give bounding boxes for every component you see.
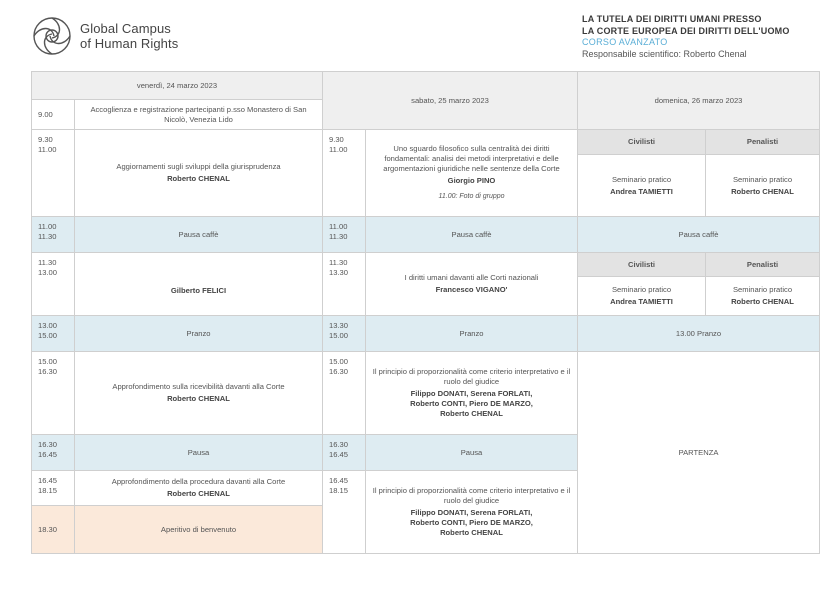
fri-time-900: 9.00 xyxy=(32,100,75,130)
table-row xyxy=(32,72,820,100)
fri-session-1: Aggiornamenti sugli sviluppi della giurisprudenza Roberto CHENAL xyxy=(75,130,323,217)
sun-coffee-break: Pausa caffè xyxy=(578,217,820,253)
logo-line-2: of Human Rights xyxy=(80,36,179,51)
sunday-date-header: domenica, 26 marzo 2023 xyxy=(578,72,820,130)
fri-registration-text: Accoglienza e registrazione partecipanti p.sso Monastero di San Nicolò, Venezia Lido xyxy=(90,104,307,124)
sat-session-3: Il principio di proporzionalità come criterio interpretativo e il ruolo del giudice Filippo DONATI, Serena FORLATI, Roberto CONTI, Piero DE MARZO, Roberto CHENAL xyxy=(366,352,578,435)
sun-col-civil: Civilisti xyxy=(578,130,706,155)
logo-line-1: Global Campus xyxy=(80,21,171,36)
sat-coffee-break: Pausa caffè xyxy=(366,217,578,253)
fri-session-3: Approfondimento sulla ricevibilità davanti alla Corte Roberto CHENAL xyxy=(75,352,323,435)
friday-date-header: venerdì, 24 marzo 2023 xyxy=(32,72,323,100)
fri-session-1-speaker: Roberto CHENAL xyxy=(167,174,230,183)
sat-time-930: 9.30 11.00 xyxy=(323,130,366,217)
sat-session-3-speakers: Filippo DONATI, Serena FORLATI, Roberto CONTI, Piero DE MARZO, Roberto CHENAL xyxy=(410,389,533,418)
fri-lunch: Pranzo xyxy=(75,316,323,352)
page-header xyxy=(0,0,840,70)
table-row xyxy=(32,130,820,155)
fri-session-4: Approfondimento della procedura davanti alla Corte Roberto CHENAL xyxy=(75,471,323,506)
sun-seminar-civil-2: Seminario pratico Andrea TAMIETTI xyxy=(578,277,706,316)
sat-time-1130: 11.30 13.30 xyxy=(323,253,366,316)
sat-session-2-speaker: Francesco VIGANO' xyxy=(435,285,508,294)
sat-time-1100: 11.00 11.30 xyxy=(323,217,366,253)
course-title-line-2: LA CORTE EUROPEA DEI DIRITTI DELL'UOMO xyxy=(582,25,790,36)
sun-col-civil-2: Civilisti xyxy=(578,253,706,277)
sat-time-1500: 15.00 16.30 xyxy=(323,352,366,435)
fri-time-1630: 16.30 16.45 xyxy=(32,435,75,471)
fri-time-1130: 11.30 13.00 xyxy=(32,253,75,316)
saturday-date-header: sabato, 25 marzo 2023 xyxy=(323,72,578,130)
sat-time-1645: 16.45 18.15 xyxy=(323,471,366,554)
course-level: CORSO AVANZATO xyxy=(582,37,668,47)
fri-session-4-speaker: Roberto CHENAL xyxy=(167,489,230,498)
sat-pause: Pausa xyxy=(366,435,578,471)
fri-session-2-speaker: Gilberto FELICI xyxy=(170,285,227,295)
fri-coffee-break: Pausa caffè xyxy=(75,217,323,253)
fri-time-1300: 13.00 15.00 xyxy=(32,316,75,352)
table-row xyxy=(32,316,820,352)
course-title-line-1: LA TUTELA DEI DIRITTI UMANI PRESSO xyxy=(582,14,762,24)
table-row xyxy=(32,217,820,253)
sat-session-4-speakers: Filippo DONATI, Serena FORLATI, Roberto CONTI, Piero DE MARZO, Roberto CHENAL xyxy=(410,508,533,537)
course-info xyxy=(582,14,790,60)
table-row xyxy=(32,352,820,435)
fri-time-1645: 16.45 18.15 xyxy=(32,471,75,506)
sun-seminar-civil-1: Seminario pratico Andrea TAMIETTI xyxy=(578,155,706,217)
table-row xyxy=(32,253,820,277)
logo-text xyxy=(80,21,178,51)
fri-registration xyxy=(75,100,323,130)
sun-seminar-penal-2: Seminario pratico Roberto CHENAL xyxy=(706,277,820,316)
global-campus-logo-icon xyxy=(32,16,72,56)
fri-session-2 xyxy=(75,253,323,316)
sun-col-penal-2: Penalisti xyxy=(706,253,820,277)
fri-session-3-speaker: Roberto CHENAL xyxy=(167,394,230,403)
sat-time-1330: 13.30 15.00 xyxy=(323,316,366,352)
sat-time-1630: 16.30 16.45 xyxy=(323,435,366,471)
course-responsible: Responsabile scientifico: Roberto Chenal xyxy=(582,48,747,59)
sun-lunch: 13.00 Pranzo xyxy=(578,316,820,352)
fri-pause: Pausa xyxy=(75,435,323,471)
fri-time-1100: 11.00 11.30 xyxy=(32,217,75,253)
sun-seminar-penal-1: Seminario pratico Roberto CHENAL xyxy=(706,155,820,217)
sun-col-penal: Penalisti xyxy=(706,130,820,155)
sat-session-1-speaker: Giorgio PINO xyxy=(447,176,496,185)
sat-session-2: I diritti umani davanti alle Corti nazionali Francesco VIGANO' xyxy=(366,253,578,316)
sat-lunch: Pranzo xyxy=(366,316,578,352)
fri-time-930: 9.30 11.00 xyxy=(32,130,75,217)
sun-departure: PARTENZA xyxy=(578,352,820,554)
sat-session-4: Il principio di proporzionalità come criterio interpretativo e il ruolo del giudice Filippo DONATI, Serena FORLATI, Roberto CONTI, Piero DE MARZO, Roberto CHENAL xyxy=(366,471,578,554)
sat-photo-note: 11.00: Foto di gruppo xyxy=(438,193,505,200)
sat-session-1: Uno sguardo filosofico sulla centralità dei diritti fondamentali: analisi dei metodi interpretativi e delle argomentazioni giuridiche nelle sentenze della Corte Giorgio PINO 11.00: Foto di gruppo xyxy=(366,130,578,217)
fri-time-1830: 18.30 xyxy=(32,506,75,554)
fri-time-1500: 15.00 16.30 xyxy=(32,352,75,435)
fri-welcome-aperitif: Aperitivo di benvenuto xyxy=(75,506,323,554)
schedule-table xyxy=(31,71,820,554)
